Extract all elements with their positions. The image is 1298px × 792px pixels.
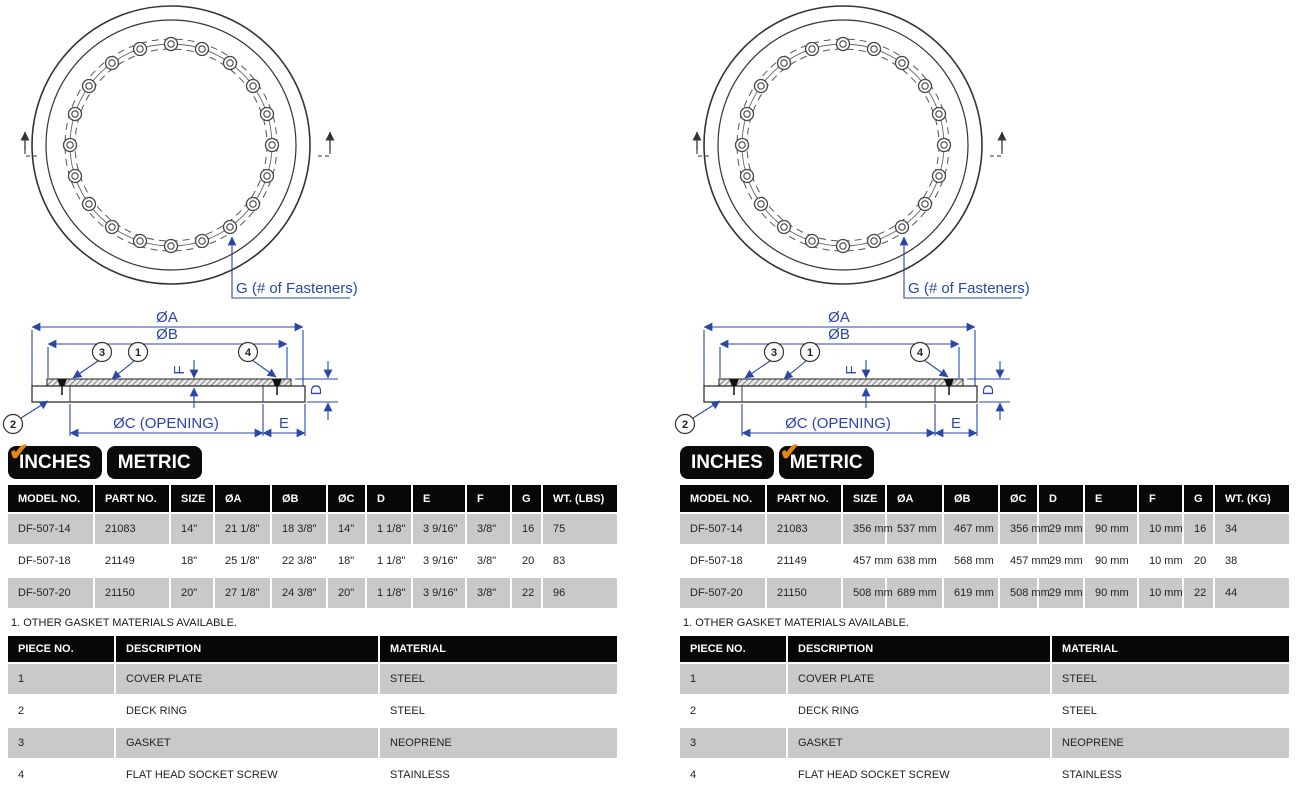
table-cell: 3/8" bbox=[467, 578, 512, 608]
bolt-circle bbox=[70, 44, 272, 246]
svg-text:2: 2 bbox=[681, 419, 689, 431]
section-marker-right bbox=[989, 132, 1002, 156]
table-cell: FLAT HEAD SOCKET SCREW bbox=[788, 760, 1052, 790]
table-cell: COVER PLATE bbox=[788, 664, 1052, 694]
column-header: WT. (LBS) bbox=[543, 485, 617, 512]
table-cell: 29 mm bbox=[1039, 514, 1085, 544]
dimension-e bbox=[263, 404, 305, 436]
table-row bbox=[8, 760, 617, 790]
table-cell: 18 3/8" bbox=[272, 514, 328, 544]
table-cell: STAINLESS bbox=[1052, 760, 1289, 790]
balloon-3 bbox=[73, 343, 112, 379]
gasket-note: 1. OTHER GASKET MATERIALS AVAILABLE. bbox=[683, 617, 909, 629]
table-cell: 21083 bbox=[767, 514, 843, 544]
table-cell: 356 mm bbox=[1000, 514, 1039, 544]
table-cell: 3/8" bbox=[467, 546, 512, 576]
table-cell: GASKET bbox=[116, 728, 380, 758]
column-header: PIECE NO. bbox=[680, 636, 788, 662]
column-header: DESCRIPTION bbox=[116, 636, 380, 662]
table-cell: DF-507-18 bbox=[680, 546, 767, 576]
column-header: G bbox=[1184, 485, 1215, 512]
column-header: D bbox=[367, 485, 413, 512]
column-header: DESCRIPTION bbox=[788, 636, 1052, 662]
bolt-circle bbox=[742, 44, 944, 246]
column-header: E bbox=[1085, 485, 1139, 512]
column-header: MATERIAL bbox=[380, 636, 617, 662]
fastener-count-label: G (# of Fasteners) bbox=[908, 280, 1030, 297]
column-header: E bbox=[413, 485, 467, 512]
table-cell: 96 bbox=[543, 578, 617, 608]
fastener-callout bbox=[904, 237, 1030, 298]
header-row bbox=[8, 485, 617, 512]
check-icon: ✔ bbox=[9, 439, 30, 466]
svg-text:3: 3 bbox=[770, 347, 778, 359]
table-cell: 22 bbox=[1184, 578, 1215, 608]
table-cell: 22 bbox=[512, 578, 543, 608]
table-cell: 83 bbox=[543, 546, 617, 576]
column-header: F bbox=[467, 485, 512, 512]
table-cell: 689 mm bbox=[887, 578, 944, 608]
dia-b-label: ØB bbox=[828, 326, 850, 343]
table-cell: 29 mm bbox=[1039, 578, 1085, 608]
table-row bbox=[8, 728, 617, 758]
unit-tabs bbox=[680, 439, 1298, 479]
deck-plate-top-view bbox=[25, 6, 358, 298]
table-cell: 4 bbox=[8, 760, 116, 790]
table-cell: 619 mm bbox=[944, 578, 1000, 608]
table-cell: 21150 bbox=[95, 578, 171, 608]
table-cell: 20 bbox=[512, 546, 543, 576]
column-header: F bbox=[1139, 485, 1184, 512]
table-cell: COVER PLATE bbox=[116, 664, 380, 694]
gasket-note: 1. OTHER GASKET MATERIALS AVAILABLE. bbox=[11, 617, 237, 629]
column-header: D bbox=[1039, 485, 1085, 512]
gasket-inner-circle bbox=[75, 49, 267, 241]
column-header: MATERIAL bbox=[1052, 636, 1289, 662]
dimension-e bbox=[935, 404, 977, 436]
table-cell: 44 bbox=[1215, 578, 1289, 608]
dimension-a bbox=[704, 309, 975, 386]
tab-metric[interactable] bbox=[107, 446, 202, 479]
table-cell: 457 mm bbox=[1000, 546, 1039, 576]
table-cell: 34 bbox=[1215, 514, 1289, 544]
table-cell: 16 bbox=[512, 514, 543, 544]
table-row bbox=[680, 664, 1289, 694]
dimension-c bbox=[70, 404, 263, 436]
table-row bbox=[680, 760, 1289, 790]
dim-d-label: D bbox=[980, 384, 997, 396]
dim-e-label: E bbox=[278, 415, 290, 432]
table-cell: 21083 bbox=[95, 514, 171, 544]
cover-plate-section bbox=[719, 379, 963, 386]
table-cell: 3 bbox=[680, 728, 788, 758]
deck-plate-top-view bbox=[697, 6, 1030, 298]
tab-metric[interactable] bbox=[779, 439, 874, 479]
balloon-2 bbox=[676, 401, 721, 434]
table-cell: 21149 bbox=[95, 546, 171, 576]
table-cell: 27 1/8" bbox=[215, 578, 272, 608]
table-cell: 20" bbox=[328, 578, 367, 608]
top-view-drawing bbox=[8, 0, 358, 302]
dim-d-label: D bbox=[308, 384, 325, 396]
table-cell: 14" bbox=[328, 514, 367, 544]
dia-c-label: ØC (OPENING) bbox=[785, 415, 891, 432]
dimension-c bbox=[742, 404, 935, 436]
table-cell: 508 mm bbox=[843, 578, 887, 608]
table-cell: STAINLESS bbox=[380, 760, 617, 790]
column-header: MODEL NO. bbox=[680, 485, 767, 512]
table-cell: DF-507-14 bbox=[680, 514, 767, 544]
column-header: SIZE bbox=[171, 485, 215, 512]
tab-inches[interactable] bbox=[680, 446, 774, 479]
balloon-4 bbox=[239, 343, 277, 378]
svg-text:1: 1 bbox=[806, 347, 814, 359]
table-cell: 90 mm bbox=[1085, 514, 1139, 544]
table-cell: DECK RING bbox=[116, 696, 380, 726]
table-cell: DECK RING bbox=[788, 696, 1052, 726]
tab-label: INCHES bbox=[691, 451, 763, 473]
balloon-3 bbox=[745, 343, 784, 379]
svg-text:2: 2 bbox=[9, 419, 17, 431]
table-row bbox=[8, 664, 617, 694]
table-cell: 29 mm bbox=[1039, 546, 1085, 576]
table-cell: 90 mm bbox=[1085, 578, 1139, 608]
column-header: ØA bbox=[887, 485, 944, 512]
tab-inches[interactable] bbox=[8, 439, 102, 479]
table-cell: 3/8" bbox=[467, 514, 512, 544]
table-cell: DF-507-20 bbox=[8, 578, 95, 608]
panel-metric bbox=[672, 0, 1298, 792]
table-cell: 10 mm bbox=[1139, 546, 1184, 576]
table-cell: 3 9/16" bbox=[413, 578, 467, 608]
section-view-drawing bbox=[0, 302, 345, 442]
header-row bbox=[680, 485, 1289, 512]
table-cell: GASKET bbox=[788, 728, 1052, 758]
table-cell: 38 bbox=[1215, 546, 1289, 576]
table-cell: 24 3/8" bbox=[272, 578, 328, 608]
column-header: WT. (KG) bbox=[1215, 485, 1289, 512]
parts-table bbox=[680, 634, 1289, 792]
svg-text:4: 4 bbox=[244, 347, 252, 359]
table-row bbox=[680, 696, 1289, 726]
table-cell: 20 bbox=[1184, 546, 1215, 576]
dia-a-label: ØA bbox=[156, 309, 178, 326]
check-icon: ✔ bbox=[779, 439, 800, 466]
column-header: SIZE bbox=[843, 485, 887, 512]
tab-label: METRIC bbox=[117, 451, 191, 473]
balloon-4 bbox=[911, 343, 949, 378]
balloon-2 bbox=[4, 401, 49, 434]
column-header: ØA bbox=[215, 485, 272, 512]
svg-text:3: 3 bbox=[98, 347, 106, 359]
balloon-1 bbox=[784, 343, 820, 380]
table-cell: 356 mm bbox=[843, 514, 887, 544]
table-cell: NEOPRENE bbox=[380, 728, 617, 758]
balloon-1 bbox=[112, 343, 148, 380]
dim-e-label: E bbox=[950, 415, 962, 432]
table-cell: FLAT HEAD SOCKET SCREW bbox=[116, 760, 380, 790]
column-header: MODEL NO. bbox=[8, 485, 95, 512]
table-cell: STEEL bbox=[1052, 696, 1289, 726]
table-cell: 3 bbox=[8, 728, 116, 758]
table-cell: STEEL bbox=[380, 696, 617, 726]
table-row bbox=[8, 696, 617, 726]
unit-tabs bbox=[8, 439, 672, 479]
table-cell: 90 mm bbox=[1085, 546, 1139, 576]
gasket-outer-circle bbox=[65, 39, 277, 251]
dia-c-label: ØC (OPENING) bbox=[113, 415, 219, 432]
tab-label: INCHES bbox=[19, 451, 91, 473]
table-cell: DF-507-14 bbox=[8, 514, 95, 544]
column-header: PART NO. bbox=[767, 485, 843, 512]
table-cell: 638 mm bbox=[887, 546, 944, 576]
table-cell: 25 1/8" bbox=[215, 546, 272, 576]
svg-text:1: 1 bbox=[134, 347, 142, 359]
column-header: ØC bbox=[1000, 485, 1039, 512]
table-row bbox=[680, 728, 1289, 758]
dim-f-label: F bbox=[843, 365, 860, 375]
column-header: G bbox=[512, 485, 543, 512]
table-cell: 20" bbox=[171, 578, 215, 608]
cover-plate-circle bbox=[718, 20, 968, 270]
table-cell: 1 bbox=[680, 664, 788, 694]
header-row bbox=[8, 636, 617, 662]
table-cell: 1 1/8" bbox=[367, 546, 413, 576]
table-cell: 4 bbox=[680, 760, 788, 790]
table-cell: 2 bbox=[680, 696, 788, 726]
header-row bbox=[680, 636, 1289, 662]
table-row bbox=[8, 546, 617, 576]
cover-plate-section bbox=[47, 379, 291, 386]
table-cell: 457 mm bbox=[843, 546, 887, 576]
column-header: PART NO. bbox=[95, 485, 171, 512]
gasket-inner-circle bbox=[747, 49, 939, 241]
table-cell: 3 9/16" bbox=[413, 546, 467, 576]
dimensions-table bbox=[8, 483, 617, 610]
table-cell: 1 1/8" bbox=[367, 578, 413, 608]
table-cell: 10 mm bbox=[1139, 578, 1184, 608]
fastener-callout bbox=[232, 237, 358, 298]
dimension-a bbox=[32, 309, 303, 386]
dim-f-label: F bbox=[171, 365, 188, 375]
dia-b-label: ØB bbox=[156, 326, 178, 343]
table-row bbox=[8, 578, 617, 608]
table-cell: 1 bbox=[8, 664, 116, 694]
svg-text:4: 4 bbox=[916, 347, 924, 359]
table-cell: 21149 bbox=[767, 546, 843, 576]
dia-a-label: ØA bbox=[828, 309, 850, 326]
table-row bbox=[680, 546, 1289, 576]
section-view-drawing bbox=[672, 302, 1017, 442]
table-cell: 16 bbox=[1184, 514, 1215, 544]
table-cell: 537 mm bbox=[887, 514, 944, 544]
column-header: PIECE NO. bbox=[8, 636, 116, 662]
table-cell: 21150 bbox=[767, 578, 843, 608]
gasket-outer-circle bbox=[737, 39, 949, 251]
table-cell: 22 3/8" bbox=[272, 546, 328, 576]
column-header: ØB bbox=[944, 485, 1000, 512]
fastener-count-label: G (# of Fasteners) bbox=[236, 280, 358, 297]
table-cell: 18" bbox=[328, 546, 367, 576]
table-cell: 75 bbox=[543, 514, 617, 544]
table-cell: 568 mm bbox=[944, 546, 1000, 576]
section-marker-right bbox=[317, 132, 330, 156]
table-cell: NEOPRENE bbox=[1052, 728, 1289, 758]
parts-table bbox=[8, 634, 617, 792]
deck-ring-section bbox=[704, 386, 977, 402]
column-header: ØC bbox=[328, 485, 367, 512]
table-cell: 18" bbox=[171, 546, 215, 576]
top-view-drawing bbox=[680, 0, 1030, 302]
dimensions-table bbox=[680, 483, 1289, 610]
deck-ring-section bbox=[32, 386, 305, 402]
table-row bbox=[680, 514, 1289, 544]
cover-plate-circle bbox=[46, 20, 296, 270]
table-cell: 1 1/8" bbox=[367, 514, 413, 544]
column-header: ØB bbox=[272, 485, 328, 512]
table-cell: 508 mm bbox=[1000, 578, 1039, 608]
table-cell: STEEL bbox=[1052, 664, 1289, 694]
table-cell: STEEL bbox=[380, 664, 617, 694]
table-row bbox=[680, 578, 1289, 608]
table-row bbox=[8, 514, 617, 544]
table-cell: DF-507-18 bbox=[8, 546, 95, 576]
table-cell: 3 9/16" bbox=[413, 514, 467, 544]
tab-label: METRIC bbox=[789, 451, 863, 473]
table-cell: 2 bbox=[8, 696, 116, 726]
table-cell: 21 1/8" bbox=[215, 514, 272, 544]
table-cell: DF-507-20 bbox=[680, 578, 767, 608]
table-cell: 14" bbox=[171, 514, 215, 544]
table-cell: 10 mm bbox=[1139, 514, 1184, 544]
table-cell: 467 mm bbox=[944, 514, 1000, 544]
